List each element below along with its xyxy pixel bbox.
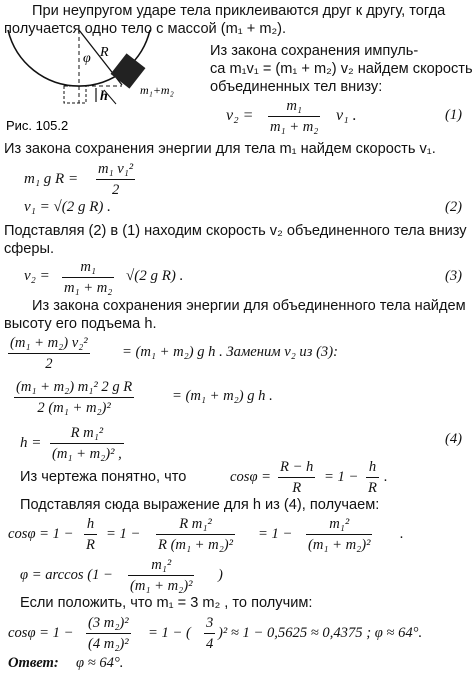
energy-equation-2-fraction: $\frac{\text{(m₁ + m₂) m₁² 2 g R}}{\text{2 (m₁ + m₂)²}}$ (16, 379, 133, 417)
text-line: высоту его подъема h. (4, 316, 157, 332)
equation-1-rhs: v₁ . (336, 107, 357, 124)
text-line: Подставляя (2) в (1) находим скорость v₂ объединенного тела внизу (4, 223, 467, 239)
energy-equation-2-rhs: = (m₁ + m₂) g h . (172, 388, 273, 404)
cos2-mid-1: = 1 − (106, 526, 141, 542)
equation-tag-1: (1) (444, 107, 462, 123)
cos-eq-mid: = 1 − (324, 469, 359, 485)
final-fraction-2: $\frac{3}{4}$ (206, 615, 214, 653)
text-line: Из закона сохранения импуль- (210, 43, 419, 59)
arccos-lhs: φ = arccos (1 − (20, 567, 113, 583)
cos-eq-fraction-1: $\frac{R - h}{R}$ (280, 459, 314, 497)
final-lhs: cosφ = 1 − (8, 625, 74, 641)
text-line: Если положить, что m₁ = 3 m₂ , то получим: (20, 595, 313, 611)
equation-2b: v₁ = √(2 g R) . (24, 199, 111, 215)
equation-1-lhs: v₂ = (226, 107, 254, 124)
equation-2-fraction: $\frac{\text{m₁ v₁²}}{2}$ (98, 161, 134, 199)
arccos-fraction: $\frac{\text{m₁²}}{\text{(m₁ + m₂)²}}$ (130, 557, 193, 595)
cos2-fraction-1: $\frac{h}{R}$ (86, 516, 95, 554)
cos2-end: . (400, 526, 404, 542)
equation-tag-4: (4) (444, 431, 462, 447)
label-R: R (100, 45, 109, 60)
equation-1-fraction: $\frac{\text{m₁}}{\text{m₁ + m₂}}$ (270, 98, 319, 136)
text-line: Подставляя сюда выражение для h из (4), получаем: (20, 497, 380, 513)
cos-eq-fraction-2: $\frac{h}{R}$ (368, 459, 377, 497)
text-line: Из закона сохранения энергии для объединенного тела найдем (32, 298, 466, 314)
equation-4-lhs: h = (20, 435, 42, 451)
text-line: сферы. (4, 241, 55, 257)
cos-eq-lhs: cosφ = (230, 469, 272, 485)
equation-3-fraction: $\frac{\text{m₁}}{\text{m₁ + m₂}}$ (64, 259, 113, 297)
equation-tag-3: (3) (444, 268, 462, 284)
answer-value: φ ≈ 64°. (76, 655, 124, 671)
cos2-mid-2: = 1 − (258, 526, 293, 542)
text-line: получается одно тело с массой (m₁ + m₂). (4, 21, 287, 37)
text-line: объединенных тел внизу: (210, 79, 383, 95)
cos2-fraction-3: $\frac{\text{m₁²}}{\text{(m₁ + m₂)²}}$ (308, 516, 371, 554)
final-end: )² ≈ 1 − 0,5625 ≈ 0,4375 ; φ ≈ 64°. (218, 625, 423, 641)
label-mass: m₁+m₂ (140, 83, 174, 97)
equation-3-rhs: √(2 g R) . (126, 268, 184, 284)
equation-2-lhs: m₁ g R = (24, 171, 79, 187)
answer-label: Ответ: (8, 655, 59, 671)
cos-eq-end: . (384, 469, 388, 485)
arccos-end: ) (218, 567, 223, 583)
figure-sphere-diagram (4, 28, 204, 136)
text-line: Из закона сохранения энергии для тела m₁ найдем скорость v₁. (4, 141, 436, 157)
equation-tag-2: (2) (444, 199, 462, 215)
energy-equation-fraction: $\frac{\text{(m₁ + m₂) v₂²}}{2}$ (10, 335, 88, 373)
equation-4-fraction: $\frac{\text{R m₁²}}{\text{(m₁ + m₂)² ,}}$ (52, 425, 122, 463)
final-fraction: $\frac{\text{(3 m₂)²}}{\text{(4 m₂)²}}$ (88, 615, 129, 653)
figure-caption: Рис. 105.2 (6, 118, 69, 133)
combined-body-bottom (64, 86, 86, 103)
text-line: са m₁v₁ = (m₁ + m₂) v₂ найдем скорость (210, 61, 473, 77)
energy-equation-rhs: = (m₁ + m₂) g h . Заменим v₂ из (3): (122, 344, 338, 360)
label-phi: φ (83, 51, 91, 66)
label-h: h (100, 89, 108, 104)
text-line: При неупругом ударе тела приклеиваются друг к другу, тогда (32, 3, 446, 19)
final-mid: = 1 − ( (148, 625, 191, 641)
equation-3-lhs: v₂ = (24, 268, 50, 284)
cos2-fraction-2: $\frac{\text{R m₁²}}{\text{R (m₁ + m₂)²}}$ (158, 516, 234, 554)
text-line: Из чертежа понятно, что (20, 469, 187, 485)
cos2-lhs: cosφ = 1 − (8, 526, 74, 542)
